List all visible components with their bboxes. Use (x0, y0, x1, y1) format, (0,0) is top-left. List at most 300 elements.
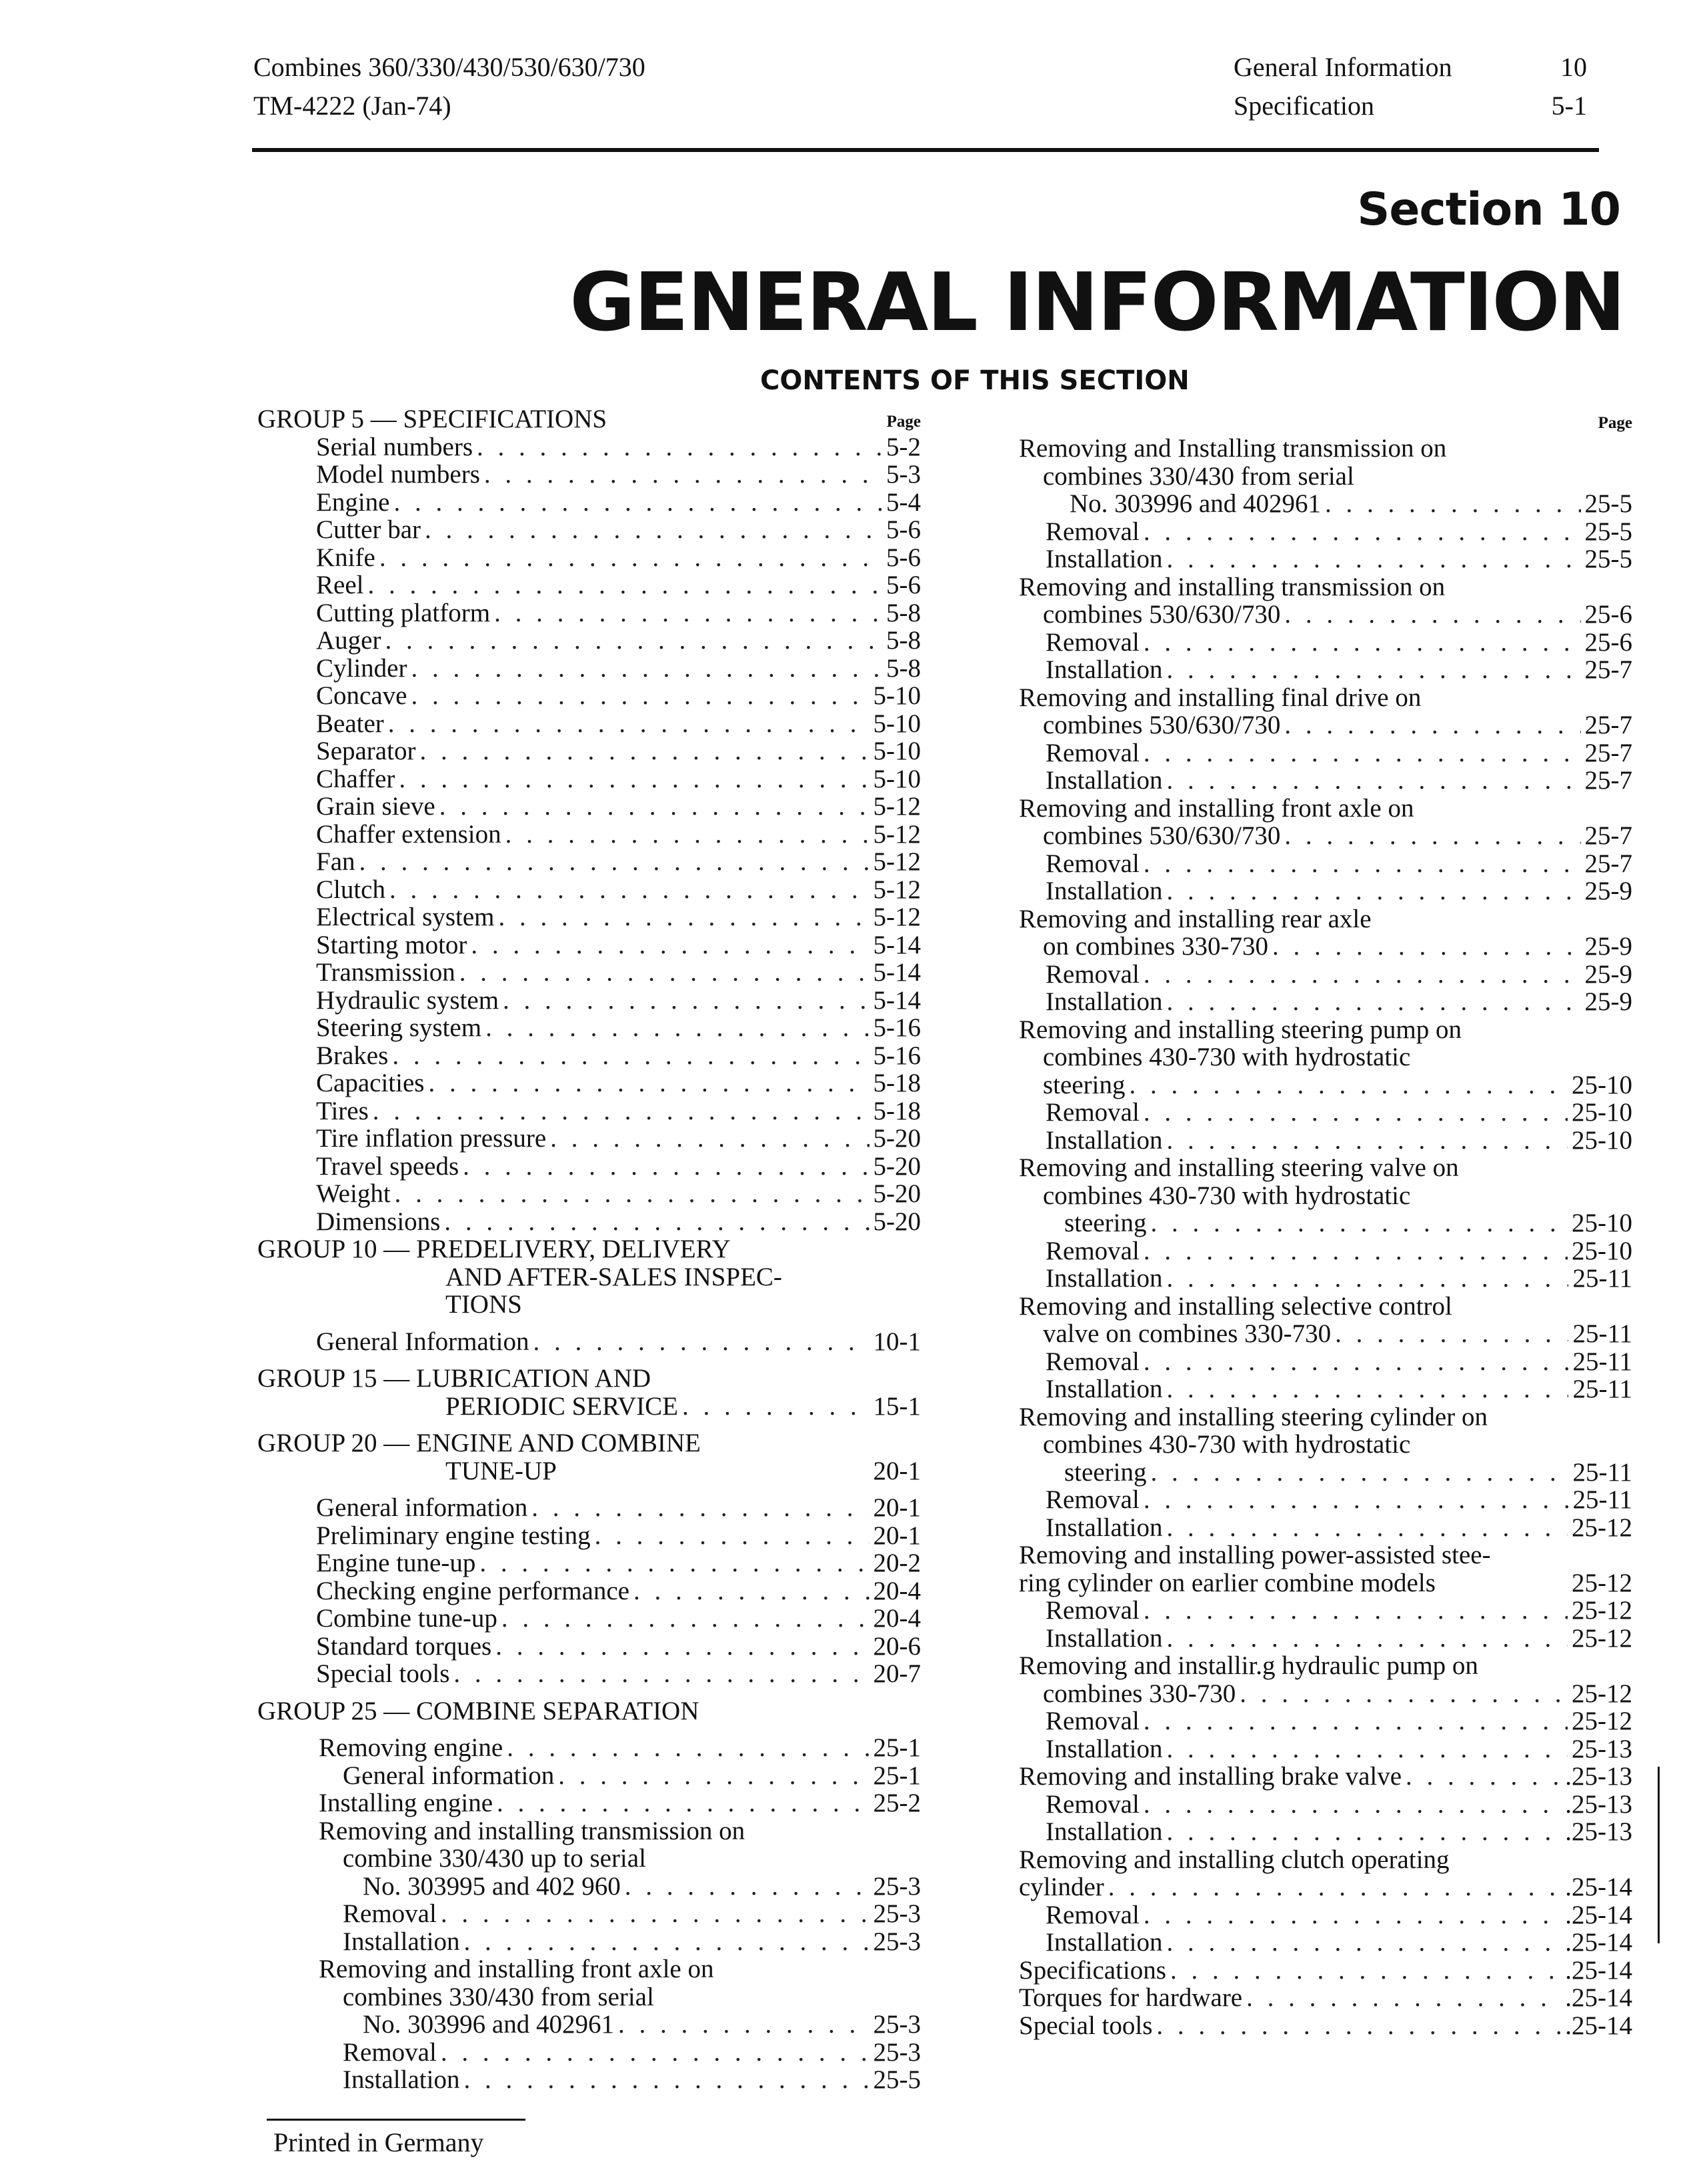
group-title: GROUP 15 — LUBRICATION AND (257, 1364, 651, 1393)
toc-entry (257, 848, 921, 876)
toc-entry (257, 793, 921, 821)
toc-line (257, 1263, 921, 1291)
toc-entry-title: Travel speeds (316, 1151, 459, 1181)
toc-page-number: 5-10 (873, 764, 921, 793)
group-title: GROUP 5 — SPECIFICATIONS (257, 405, 607, 433)
toc-entry (1019, 1818, 1632, 1846)
toc-line-text: combine 330/430 up to serial (343, 1844, 646, 1873)
dot-leader (550, 1125, 869, 1153)
toc-entry-title: Removal (1046, 959, 1140, 989)
toc-entry (1019, 1873, 1632, 1901)
toc-entry-title: Knife (316, 543, 375, 572)
toc-entry-title: Brakes (316, 1041, 389, 1070)
manual-models: Combines 360/330/430/530/630/730 (253, 52, 645, 82)
dot-leader (1108, 1873, 1561, 1901)
toc-entry-title: steering (1064, 1457, 1147, 1487)
toc-entry (1019, 545, 1632, 573)
toc-entry (1019, 822, 1632, 850)
toc-page-number: 25-9 (1584, 932, 1632, 961)
toc-entry (257, 1734, 921, 1762)
toc-entry-title: Removal (1046, 738, 1140, 767)
toc-entry (257, 987, 921, 1015)
toc-entry-title: Engine (316, 487, 390, 517)
toc-entry (257, 1660, 921, 1688)
dot-leader (1166, 1735, 1568, 1763)
dot-leader (485, 1014, 869, 1042)
toc-page-number: 20-1 (873, 1456, 921, 1485)
group-heading (257, 405, 921, 433)
dot-leader (1144, 850, 1581, 878)
spacer (257, 1420, 921, 1429)
toc-page-number: 5-4 (886, 487, 921, 517)
spacer (257, 1319, 921, 1328)
toc-page-number: 25-7 (1584, 821, 1632, 850)
dot-leader (1325, 490, 1581, 518)
toc-entry (1019, 1320, 1632, 1348)
header-rule (252, 148, 1599, 152)
toc-entry (1019, 1957, 1632, 1985)
toc-line (1019, 1182, 1632, 1210)
toc-entry (257, 2011, 921, 2039)
toc-line-text: Removing and installing rear axle (1019, 904, 1372, 933)
toc-entry (1019, 1569, 1632, 1597)
toc-entry (257, 1097, 921, 1125)
dot-leader (463, 1153, 869, 1181)
toc-entry (1019, 1929, 1632, 1957)
toc-page-number: 25-11 (1572, 1457, 1632, 1487)
spacer (257, 1485, 921, 1494)
toc-entry-title: combines 330-730 (1043, 1679, 1236, 1708)
toc-page-number: 25-3 (873, 2037, 921, 2067)
section-label: Section 10 (1357, 183, 1620, 236)
dot-leader (1144, 739, 1581, 767)
toc-page-number: 25-12 (1572, 1707, 1632, 1735)
toc-page-number: 5-18 (873, 1096, 921, 1125)
toc-line-text: Removing and installing transmission on (1019, 572, 1446, 601)
toc-line (257, 1955, 921, 1983)
toc-page-number: 5-6 (886, 571, 921, 599)
dot-leader (1166, 1818, 1561, 1846)
toc-entry (257, 1393, 921, 1421)
toc-page-number: 25-7 (1584, 738, 1632, 767)
toc-entry-title: Installation (343, 2065, 460, 2094)
toc-page-number: 5-12 (873, 875, 921, 904)
toc-entry-title: Installation (1046, 1264, 1163, 1293)
dot-leader (1166, 1514, 1568, 1542)
toc-entry (257, 821, 921, 849)
dot-leader (373, 1097, 870, 1125)
toc-entry-title: Removal (343, 2037, 437, 2067)
header-section-row (1234, 48, 1587, 87)
toc-page-number: .25-14 (1565, 1928, 1632, 1957)
toc-page-number: 5-18 (873, 1069, 921, 1097)
toc-entry-title: General Information (316, 1327, 529, 1356)
toc-entry (1019, 988, 1632, 1016)
toc-page-number: 25-3 (873, 1871, 921, 1901)
toc-entry-title: Fan (316, 847, 355, 876)
toc-entry-title: Separator (316, 737, 416, 765)
dot-leader (1144, 518, 1581, 546)
toc-entry (1019, 1071, 1632, 1099)
toc-entry (1019, 739, 1632, 767)
toc-line-text: Removing and installing final drive on (1019, 683, 1422, 712)
dot-leader (393, 489, 882, 517)
toc-entry (257, 1577, 921, 1605)
toc-entry (1019, 1237, 1632, 1265)
toc-entry (1019, 1265, 1632, 1293)
toc-entry-title: General information (343, 1761, 555, 1790)
dot-leader (428, 1069, 869, 1097)
toc-entry-title: Removal (1046, 1596, 1140, 1625)
toc-entry-title: Installation (1046, 877, 1163, 905)
dot-leader (1240, 1680, 1568, 1708)
dot-leader (1284, 822, 1580, 850)
toc-entry-title: Auger (316, 626, 381, 655)
toc-entry (1019, 1707, 1632, 1735)
toc-entry (1019, 961, 1632, 989)
toc-entry-title: Specifications (1019, 1955, 1166, 1985)
toc-page-number: 25-7 (1584, 711, 1632, 739)
toc-page-number: 25-5 (873, 2065, 921, 2094)
toc-line-text: Removing and installing front axle on (319, 1955, 714, 1983)
toc-entry (257, 1900, 921, 1928)
toc-page-number: .25-13 (1565, 1789, 1632, 1819)
toc-line-text: combines 330/430 from serial (343, 1982, 654, 2011)
dot-leader (595, 1522, 870, 1550)
dot-leader (385, 627, 882, 655)
toc-page-number: 5-14 (873, 985, 921, 1015)
dot-leader (1284, 711, 1580, 739)
toc-line (257, 1983, 921, 2011)
toc-entry (257, 1153, 921, 1181)
toc-entry (257, 1522, 921, 1550)
toc-line-text: combines 430-730 with hydrostatic (1043, 1181, 1411, 1210)
toc-entry-title: combines 530/630/730 (1043, 600, 1281, 629)
toc-entry (257, 1494, 921, 1522)
toc-line-text: Removing and installing power-assisted stee- (1019, 1541, 1491, 1569)
toc-page-number: 20-6 (873, 1631, 921, 1661)
dot-leader (498, 903, 869, 931)
toc-entry (257, 1014, 921, 1042)
manual-number: TM-4222 (Jan-74) (253, 91, 451, 121)
page-column-heading: Page (886, 412, 921, 431)
toc-line (1019, 1652, 1632, 1680)
toc-page-number: 25-5 (1584, 489, 1632, 518)
toc-page-number: 25-6 (1584, 627, 1632, 657)
toc-entry (1019, 767, 1632, 795)
toc-entry (257, 1549, 921, 1577)
toc-page-number: 25-11 (1572, 1264, 1632, 1293)
toc-entry-title: Installation (343, 1927, 460, 1956)
spacer (257, 1688, 921, 1697)
dot-leader (411, 682, 869, 710)
dot-leader (1144, 1791, 1561, 1819)
toc-entry (257, 489, 921, 517)
toc-line-text: Removing and installing transmission on (319, 1816, 745, 1845)
toc-page-number: .25-13 (1565, 1762, 1632, 1791)
toc-page-number: 25-11 (1572, 1485, 1632, 1514)
toc-entry-title: Torques for hardware (1019, 1983, 1243, 2012)
footer-rule (267, 2119, 525, 2121)
dot-leader (453, 1660, 869, 1688)
dot-leader (505, 821, 870, 849)
toc-page-number: 25-6 (1584, 600, 1632, 629)
toc-page-number: 5-10 (873, 681, 921, 710)
toc-entry (1019, 711, 1632, 739)
toc-entry-title: Concave (316, 681, 407, 710)
toc-entry-title: Clutch (316, 875, 385, 904)
toc-line (257, 1845, 921, 1873)
toc-line (1019, 573, 1632, 601)
toc-entry-title: Removal (1046, 1900, 1140, 1929)
dot-leader (463, 2066, 869, 2094)
toc-page-number: .25-14 (1565, 1983, 1632, 2012)
toc-entry-title: Removal (1046, 517, 1140, 546)
dot-leader (484, 461, 882, 489)
toc-entry (257, 1928, 921, 1956)
toc-entry (257, 876, 921, 904)
dot-leader (392, 1042, 869, 1070)
dot-leader (441, 2039, 870, 2067)
toc-entry (257, 2066, 921, 2094)
toc-entry (1019, 1348, 1632, 1376)
dot-leader (367, 571, 882, 599)
toc-entry (257, 737, 921, 765)
toc-page-number: .25-14 (1565, 1873, 1632, 1901)
toc-entry-title: Removing engine (319, 1733, 503, 1762)
toc-entry (1019, 518, 1632, 546)
toc-entry-title: Removal (1046, 1236, 1140, 1265)
toc-entry (1019, 877, 1632, 905)
toc-page-number: 25-9 (1584, 959, 1632, 989)
toc-page-number: 25-10 (1572, 1236, 1632, 1265)
toc-page-number: 20-1 (873, 1493, 921, 1522)
toc-entry-title: combines 530/630/730 (1043, 711, 1281, 739)
toc-entry-title: Removal (1046, 1347, 1140, 1376)
dot-leader (439, 793, 870, 821)
dot-leader (1166, 767, 1580, 795)
toc-page-number: 25-11 (1572, 1319, 1632, 1348)
toc-page-number: 25-9 (1584, 877, 1632, 905)
toc-entry-title: Model numbers (316, 460, 480, 489)
toc-entry (257, 1042, 921, 1070)
header-page-label: Specification (1234, 91, 1375, 121)
toc-entry (257, 1789, 921, 1817)
toc-entry-title: Installation (1046, 1375, 1163, 1403)
dot-leader (444, 1208, 869, 1236)
toc-page-number: 5-20 (873, 1207, 921, 1236)
toc-entry-title: Installation (1046, 1928, 1163, 1957)
dot-leader (425, 516, 882, 544)
dot-leader (399, 765, 869, 793)
toc-page-number: 10-1 (873, 1327, 921, 1356)
group-heading (257, 1429, 921, 1457)
toc-entry-title: Removal (1046, 1707, 1140, 1735)
toc-entry (257, 959, 921, 987)
toc-entry (1019, 1735, 1632, 1763)
toc-line (1019, 1541, 1632, 1569)
toc-line-text: combines 430-730 with hydrostatic (1043, 1430, 1411, 1459)
toc-line-text: combines 330/430 from serial (1043, 461, 1354, 491)
toc-entry-title: Checking engine performance (316, 1576, 629, 1605)
dot-leader (1144, 961, 1581, 989)
toc-entry (257, 1069, 921, 1097)
dot-leader (471, 931, 869, 959)
page-title: GENERAL INFORMATION (569, 257, 1624, 349)
toc-page-number: 25-11 (1572, 1347, 1632, 1376)
toc-line (1019, 1403, 1632, 1431)
toc-page-number: 25-12 (1572, 1623, 1632, 1653)
toc-page-number: 20-1 (873, 1521, 921, 1550)
dot-leader (1144, 1237, 1568, 1265)
toc-entry-title: Removing and installing brake valve (1019, 1762, 1402, 1791)
toc-line-text: Removing and installing clutch operating (1019, 1845, 1450, 1874)
dot-leader (618, 2011, 870, 2039)
toc-entry (1019, 601, 1632, 629)
toc-line (1019, 905, 1632, 933)
dot-leader (633, 1577, 870, 1605)
toc-line (1019, 435, 1632, 463)
toc-page-number: 5-10 (873, 737, 921, 765)
dot-leader (389, 876, 870, 904)
toc-page-number: 5-16 (873, 1041, 921, 1070)
toc-entry-title: Steering system (316, 1013, 482, 1042)
toc-entry (257, 655, 921, 683)
dot-leader (359, 848, 870, 876)
dot-leader (1129, 1071, 1568, 1099)
dot-leader (507, 1734, 869, 1762)
toc-entry (257, 1208, 921, 1236)
dot-leader (1144, 1901, 1561, 1929)
toc-entry (1019, 2012, 1632, 2040)
toc-entry-title: Tire inflation pressure (316, 1124, 547, 1153)
toc-page-number: 25-3 (873, 1927, 921, 1956)
toc-page-number: 5-20 (873, 1179, 921, 1208)
dot-leader (495, 1633, 869, 1661)
toc-entry (1019, 1514, 1632, 1542)
toc-page-number: 20-7 (873, 1659, 921, 1688)
toc-line-text: Removing and Installing transmission on (1019, 434, 1447, 463)
toc-page-number: 25-7 (1584, 849, 1632, 878)
toc-page-number: 5-2 (886, 432, 921, 461)
toc-page-number: 25-2 (873, 1789, 921, 1817)
toc-line (1019, 1043, 1632, 1071)
toc-entry-title: Installation (1046, 1125, 1163, 1155)
toc-entry-title: Special tools (316, 1659, 450, 1688)
toc-page-number: 25-12 (1572, 1513, 1632, 1542)
toc-entry-title: Electrical system (316, 903, 495, 931)
toc-entry (257, 682, 921, 710)
toc-entry-title: Engine tune-up (316, 1549, 476, 1577)
toc-entry-title: Reel (316, 571, 364, 599)
toc-entry-title: Chaffer (316, 764, 395, 793)
toc-line-text: Removing and installing front axle on (1019, 793, 1414, 823)
dot-leader (1284, 601, 1580, 629)
toc-entry-title: Removal (1046, 627, 1140, 657)
toc-entry-title: Installation (1046, 1817, 1163, 1846)
toc-entry (257, 710, 921, 738)
header-left (253, 48, 645, 125)
dot-leader (1166, 656, 1580, 684)
toc-entry-title: steering (1064, 1209, 1147, 1237)
toc-entry-title: Capacities (316, 1069, 425, 1097)
toc-entry-title: Grain sieve (316, 792, 435, 821)
group-title: GROUP 10 — PREDELIVERY, DELIVERY (257, 1235, 731, 1263)
dot-leader (558, 1762, 869, 1790)
toc-entry-title: Dimensions (316, 1207, 441, 1236)
toc-entry-title: No. 303996 and 402961 (1070, 489, 1321, 518)
toc-entry (1019, 1127, 1632, 1155)
toc-page-number: 25-9 (1584, 987, 1632, 1016)
toc-entry-title: Installation (1046, 1734, 1163, 1763)
toc-line (1019, 684, 1632, 712)
toc-entry-title: steering (1043, 1070, 1126, 1099)
dot-leader (503, 987, 869, 1015)
toc-entry-title: Removal (1046, 849, 1140, 878)
toc-page-number: 20-4 (873, 1604, 921, 1633)
toc-entry-title: Installing engine (319, 1789, 493, 1817)
toc-entry-title: Weight (316, 1179, 391, 1208)
toc-entry-title: Removal (1046, 1789, 1140, 1819)
toc-entry (1019, 1099, 1632, 1127)
toc-entry (257, 571, 921, 599)
header-section-label: General Information (1234, 52, 1452, 82)
toc-entry-title: cylinder (1019, 1873, 1104, 1901)
toc-entry (257, 599, 921, 627)
dot-leader (497, 1789, 869, 1817)
toc-entry-title: No. 303995 and 402 960 (363, 1871, 621, 1901)
toc-page-number: 25-5 (1584, 545, 1632, 573)
toc-entry-title: Removal (1046, 1098, 1140, 1127)
toc-entry-title: Cutting platform (316, 598, 491, 627)
toc-entry-title: Combine tune-up (316, 1604, 497, 1633)
toc-entry (1019, 1680, 1632, 1708)
dot-leader (1166, 1929, 1561, 1957)
spacer (257, 1355, 921, 1365)
dot-leader (1166, 545, 1580, 573)
contents-left-column (257, 405, 921, 2094)
dot-leader (1170, 1957, 1561, 1985)
toc-entry-title: Tires (316, 1096, 369, 1125)
toc-entry-title: Installation (1046, 655, 1163, 684)
header-section-number: 10 (1560, 52, 1587, 82)
toc-page-number: 5-8 (886, 598, 921, 627)
dot-leader (1166, 1265, 1568, 1293)
toc-page-number: 25-3 (873, 1899, 921, 1928)
toc-entry-title: ring cylinder on earlier combine models (1019, 1568, 1436, 1597)
toc-entry (1019, 490, 1632, 518)
toc-entry (1019, 1984, 1632, 2012)
dot-leader (501, 1605, 870, 1633)
toc-entry (1019, 629, 1632, 657)
toc-entry-title: No. 303996 and 402961 (363, 2010, 614, 2039)
toc-entry-title: TUNE-UP (445, 1456, 557, 1485)
dot-leader (1166, 877, 1580, 905)
toc-entry (257, 931, 921, 959)
group-heading (257, 1365, 921, 1393)
dot-leader (1150, 1459, 1568, 1487)
toc-line-text: Removing and installing steering valve on (1019, 1153, 1459, 1182)
toc-entry (1019, 1791, 1632, 1819)
dot-leader (531, 1494, 869, 1522)
toc-entry (257, 903, 921, 931)
toc-page-number: 25-12 (1572, 1679, 1632, 1708)
toc-entry-title: on combines 330-730 (1043, 932, 1268, 961)
dot-leader (477, 433, 882, 461)
toc-page-number: 5-12 (873, 792, 921, 821)
toc-page-number: 5-12 (873, 903, 921, 931)
toc-line-text: AND AFTER-SALES INSPEC- (445, 1262, 782, 1291)
